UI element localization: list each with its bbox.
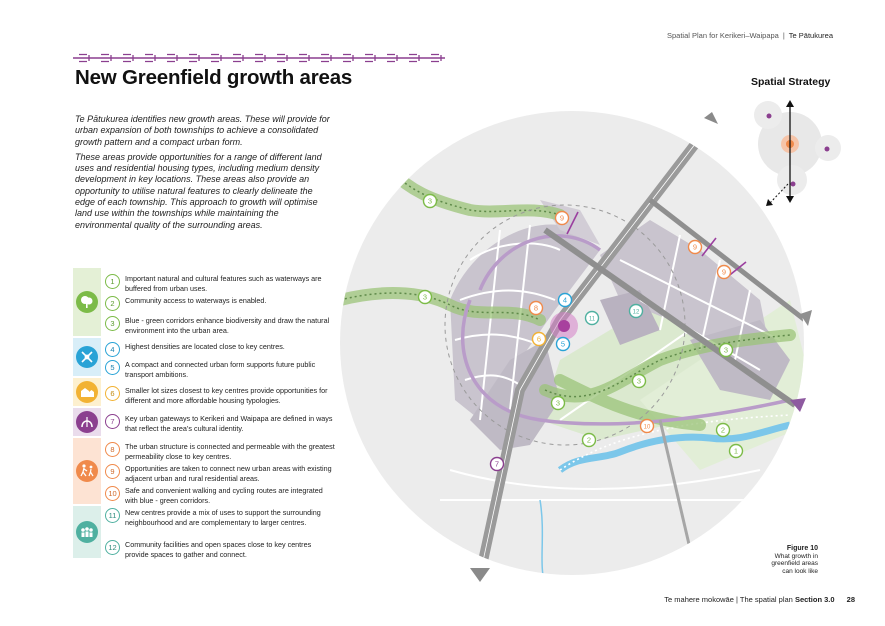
map-marker — [689, 241, 702, 254]
legend-number: 5 — [105, 360, 120, 375]
map-marker — [720, 344, 733, 357]
map-marker-number: 3 — [636, 376, 642, 386]
legend-text: The urban structure is connected and permeable with the greatest permeability close to key centres. — [125, 442, 335, 461]
legend-text: Blue - green corridors enhance biodiversity and draw the natural environment into the urban area. — [125, 316, 330, 335]
map-marker — [491, 458, 504, 471]
map-marker — [630, 305, 643, 318]
header-separator: | — [782, 31, 785, 40]
legend-text: Community access to waterways is enabled. — [125, 296, 267, 305]
map-marker — [530, 302, 543, 315]
map-marker — [633, 375, 646, 388]
figure-label: Figure 10 — [786, 545, 818, 552]
map-marker — [552, 397, 565, 410]
legend-text: Highest densities are located close to key centres. — [125, 342, 285, 351]
footer-section-number: Section 3.0 — [794, 595, 835, 604]
legend-number: 4 — [105, 342, 120, 357]
spatial-strategy-label: Spatial Strategy — [751, 76, 831, 88]
legend-number: 9 — [105, 464, 120, 479]
map-marker-number: 9 — [692, 242, 698, 252]
map-marker — [583, 434, 596, 447]
figure-caption-line: greenfield areas — [771, 560, 818, 568]
legend-text: Safe and convenient walking and cycling routes are integrated with blue - green corridors. — [125, 486, 323, 505]
map-marker-number: 1 — [733, 446, 739, 456]
map-marker-number: 2 — [586, 435, 592, 445]
map-marker-number: 3 — [427, 196, 433, 206]
figure-caption-line: What growth in — [774, 552, 818, 560]
public-transport-hub-icon — [558, 320, 570, 332]
legend-number: 2 — [105, 296, 120, 311]
map-marker-number: 5 — [560, 339, 566, 349]
map-marker — [533, 333, 546, 346]
legend-number: 6 — [105, 386, 120, 401]
legend-number: 11 — [105, 508, 120, 523]
legend-number: 7 — [105, 414, 120, 429]
map-marker — [557, 338, 570, 351]
map-marker-number: 12 — [632, 309, 640, 316]
page-number: 28 — [846, 595, 855, 604]
map-marker-number: 4 — [562, 295, 568, 305]
map-marker-number: 3 — [723, 345, 729, 355]
map-marker-number: 3 — [422, 292, 428, 302]
map-marker — [586, 312, 599, 325]
map-marker-number: 2 — [720, 425, 726, 435]
legend-text: Key urban gateways to Kerikeri and Waipapa are defined in ways that reflect the area’s cultural identity. — [125, 414, 333, 433]
legend-number: 10 — [105, 486, 120, 501]
page-footer — [664, 595, 855, 604]
map-marker — [730, 445, 743, 458]
section-title: Te Pātukurea — [788, 31, 833, 40]
intro-paragraph: These areas provide opportunities for a range of different land uses and residential housing types, including medium density development in key locations. These areas also provide an opportunity to utilise natural features to clearly delineate the edge of each township. This approach to growth will optimise land use within the townships while maintaining the environmental quality of the surrounding areas. — [75, 151, 322, 230]
intro-paragraph: Te Pātukurea identifies new growth areas. These will provide for urban expansion of both townships to achieve a consolidated growth pattern and a compact urban form. — [75, 114, 330, 147]
map-marker — [419, 291, 432, 304]
map-marker-number: 9 — [721, 267, 727, 277]
legend-text: Smaller lot sizes closest to key centres provide opportunities for different and more affordable housing typologies. — [125, 386, 328, 405]
map-marker-number: 6 — [536, 334, 542, 344]
map-marker-number: 11 — [588, 316, 596, 323]
legend-text: Important natural and cultural features such as waterways are buffered from urban uses. — [125, 274, 322, 293]
legend-text: Community facilities and open spaces close to key centres provide spaces to gather and connect. — [125, 540, 312, 559]
map-marker — [717, 424, 730, 437]
map-marker — [641, 420, 654, 433]
footer-separator: | — [736, 595, 738, 604]
map-marker — [559, 294, 572, 307]
map-marker-number: 7 — [494, 459, 500, 469]
legend-text: Opportunities are taken to connect new urban areas with existing adjacent urban and rural residential areas. — [125, 464, 332, 483]
figure-caption — [760, 545, 818, 575]
legend-number: 8 — [105, 442, 120, 457]
footer-document: Te mahere mokowāe — [664, 595, 734, 604]
map-marker-number: 3 — [555, 398, 561, 408]
map-marker-number: 9 — [559, 213, 565, 223]
figure-caption-line: can look like — [782, 567, 818, 575]
map-marker — [556, 212, 569, 225]
spatial-strategy-diagram — [754, 100, 841, 206]
legend-number: 3 — [105, 316, 120, 331]
map-marker — [424, 195, 437, 208]
map-marker — [718, 266, 731, 279]
highway-arrow-south — [470, 568, 490, 582]
legend-text: New centres provide a mix of uses to support the surrounding neighbourhood and are complementary to larger centres. — [125, 508, 321, 527]
footer-section: The spatial plan — [739, 595, 793, 604]
legend-number: 12 — [105, 540, 120, 555]
legend-text: A compact and connected urban form supports future public transport ambitions. — [125, 360, 316, 379]
page-title: New Greenfield growth areas — [75, 66, 353, 89]
map-marker-number: 10 — [643, 424, 651, 431]
map-marker-number: 8 — [533, 303, 539, 313]
highway-arrow-north — [704, 112, 718, 124]
legend-number: 1 — [105, 274, 120, 289]
document-title: Spatial Plan for Kerikeri–Waipapa — [666, 31, 779, 40]
